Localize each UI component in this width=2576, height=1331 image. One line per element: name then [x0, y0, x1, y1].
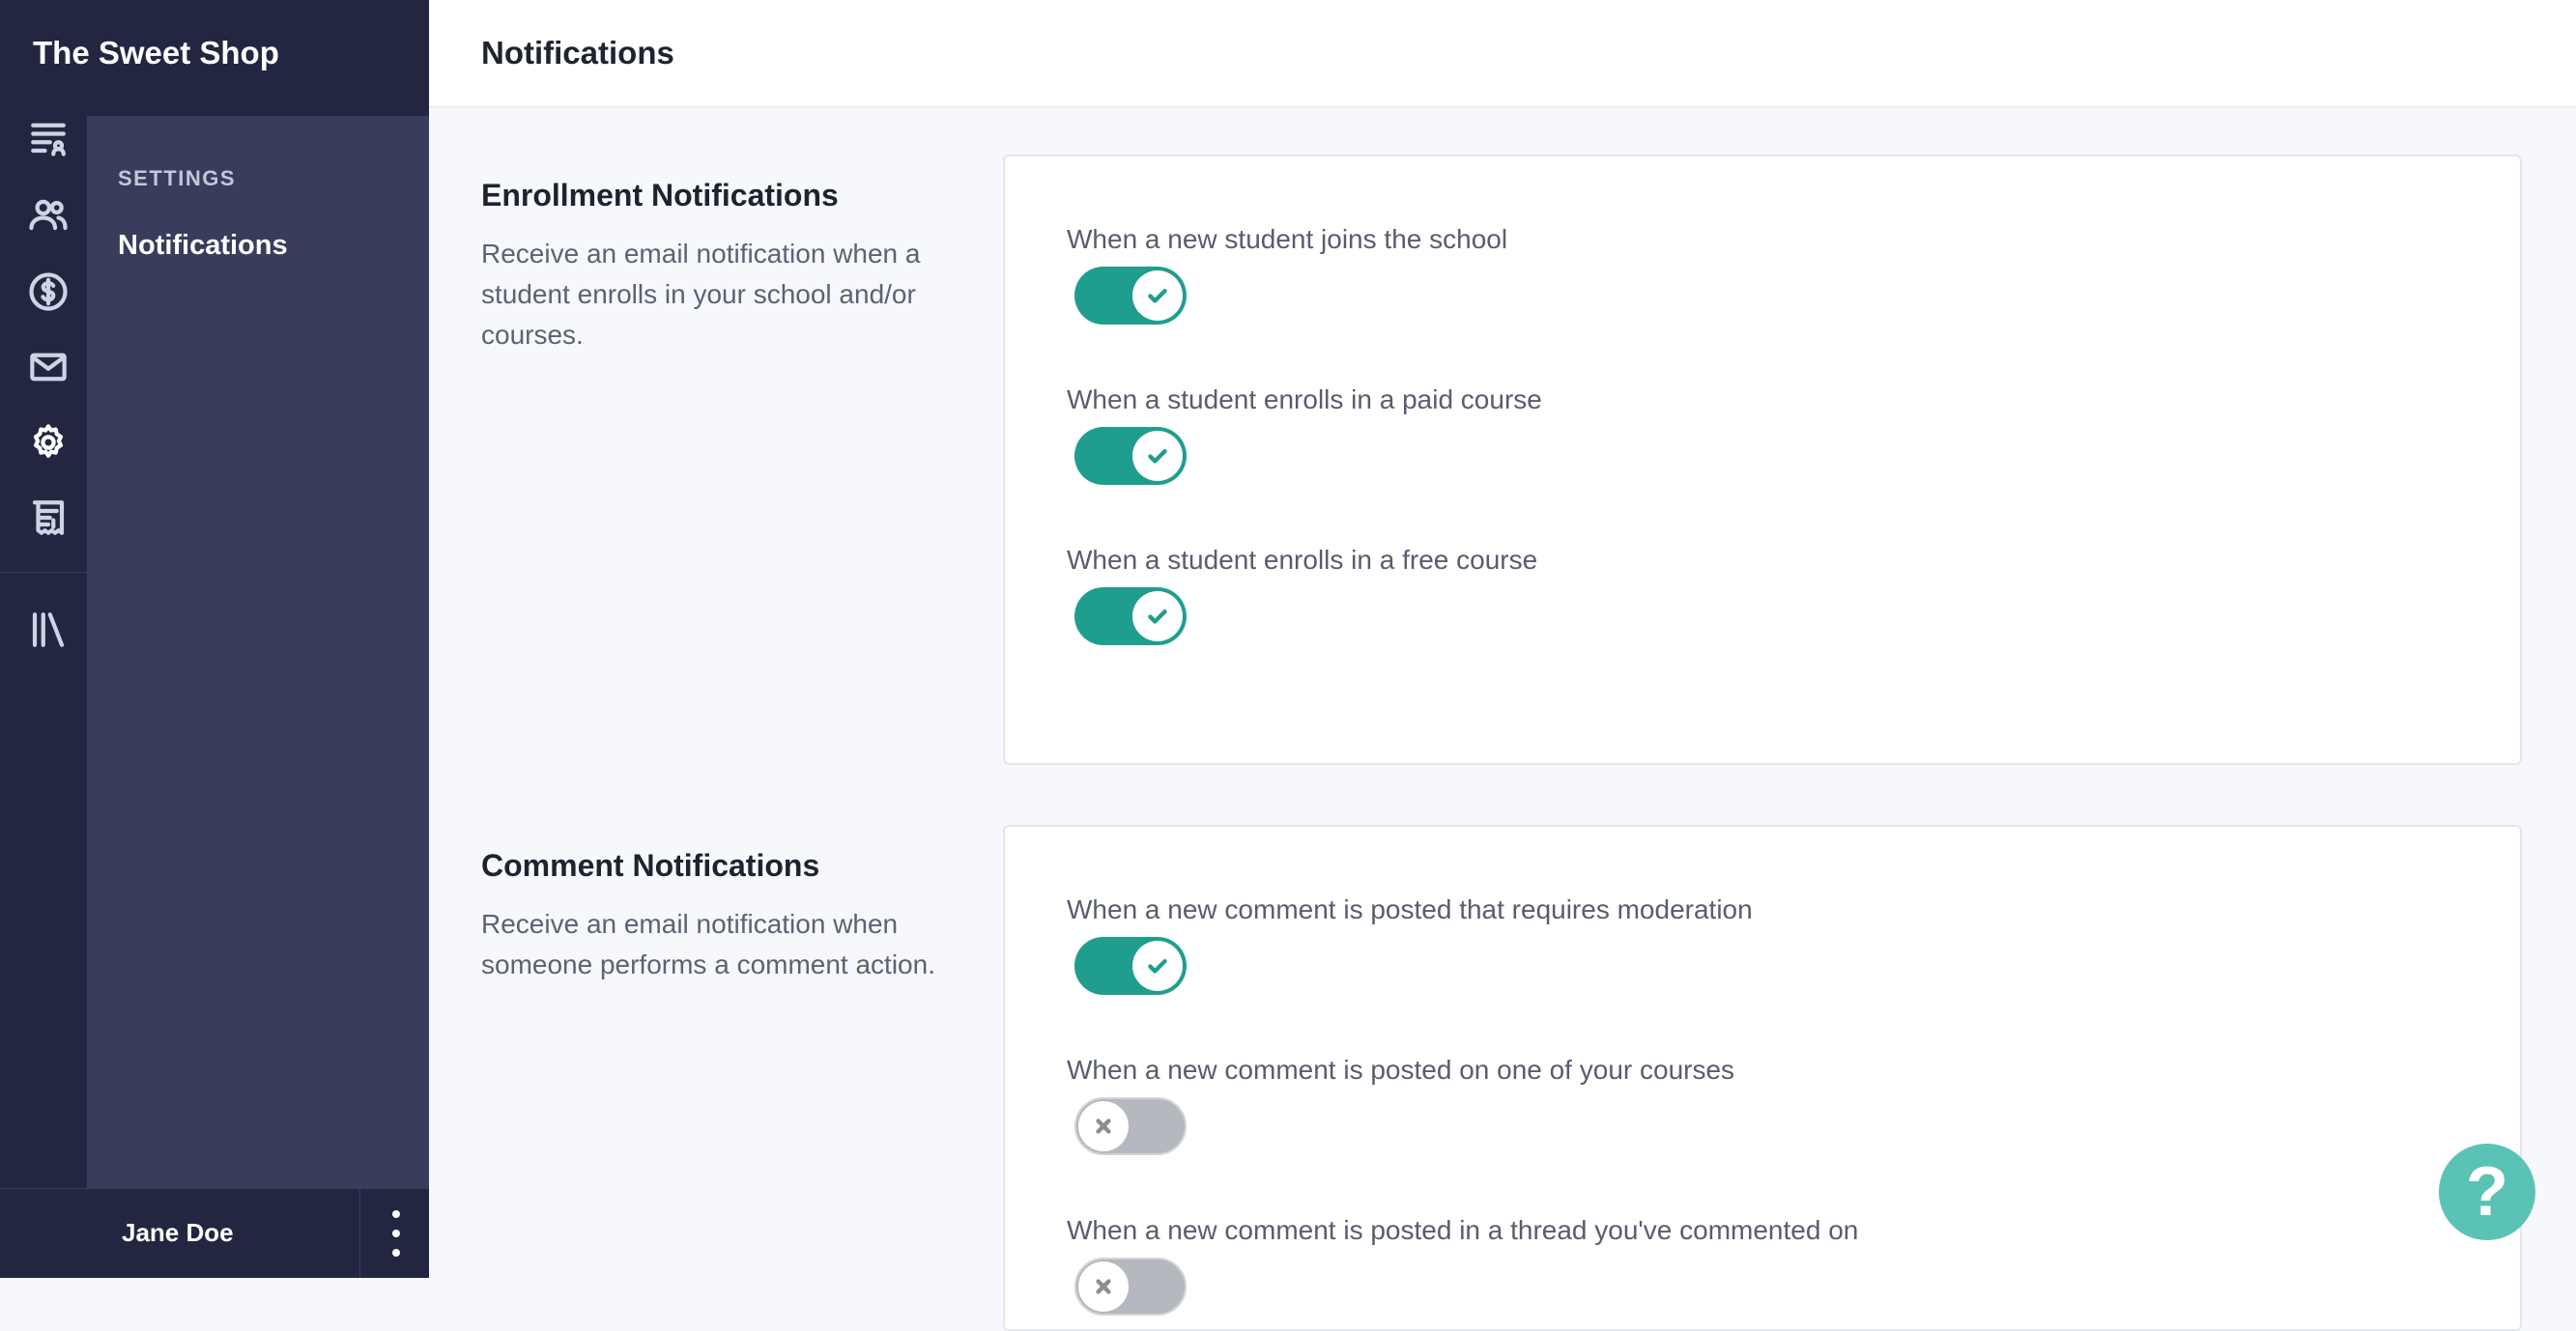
section-desc-enrollment: Receive an email notification when a student enrolls in your school and/or courses. — [481, 239, 921, 350]
library-icon[interactable] — [23, 605, 73, 655]
help-question-icon: ? — [2466, 1153, 2508, 1231]
receipt-icon[interactable] — [23, 493, 73, 543]
check-icon — [1132, 591, 1183, 641]
x-icon — [1078, 1101, 1129, 1151]
check-icon — [1132, 270, 1183, 321]
brand-bar — [0, 0, 429, 116]
icon-rail — [0, 0, 87, 1277]
toggle-paid-course[interactable] — [1074, 427, 1187, 485]
dollar-icon[interactable] — [23, 267, 73, 317]
option-label: When a student enrolls in a free course — [1067, 545, 1538, 575]
gear-icon[interactable] — [23, 417, 73, 467]
rail-divider — [0, 572, 87, 573]
option-label: When a new comment is posted in a thread you've commented on — [1067, 1215, 1859, 1245]
check-icon — [1132, 431, 1183, 481]
option-label: When a new comment is posted that requires moderation — [1067, 894, 1753, 924]
comments-card — [1003, 825, 2522, 1331]
toggle-comment-moderation[interactable] — [1074, 937, 1187, 995]
option-label: When a new student joins the school — [1067, 224, 1508, 254]
option-label: When a student enrolls in a paid course — [1067, 384, 1542, 414]
panel-heading: SETTINGS — [118, 166, 237, 190]
more-options-icon[interactable] — [383, 1210, 410, 1257]
toggle-comment-thread[interactable] — [1074, 1258, 1187, 1316]
help-button[interactable] — [2439, 1144, 2535, 1240]
check-icon — [1132, 941, 1183, 991]
user-bar-divider — [359, 1189, 360, 1278]
toggle-free-course[interactable] — [1074, 587, 1187, 645]
panel-link-notifications[interactable]: Notifications — [118, 230, 288, 261]
top-bar — [429, 0, 2576, 107]
page-title: Notifications — [481, 35, 674, 71]
section-title-enrollment: Enrollment Notifications — [481, 178, 839, 212]
option-label: When a new comment is posted on one of your courses — [1067, 1055, 1735, 1085]
user-bar — [0, 1188, 429, 1278]
people-icon[interactable] — [23, 189, 73, 240]
mail-icon[interactable] — [23, 342, 73, 392]
user-name[interactable]: Jane Doe — [122, 1218, 234, 1247]
reports-icon[interactable] — [23, 112, 73, 162]
settings-panel — [87, 116, 429, 1188]
enrollment-card — [1003, 155, 2522, 765]
toggle-new-student[interactable] — [1074, 267, 1187, 325]
section-title-comments: Comment Notifications — [481, 848, 820, 883]
brand-name[interactable]: The Sweet Shop — [33, 35, 279, 71]
section-desc-comments: Receive an email notification when someone performs a comment action. — [481, 909, 935, 979]
toggle-comment-courses[interactable] — [1074, 1097, 1187, 1155]
x-icon — [1078, 1261, 1129, 1312]
